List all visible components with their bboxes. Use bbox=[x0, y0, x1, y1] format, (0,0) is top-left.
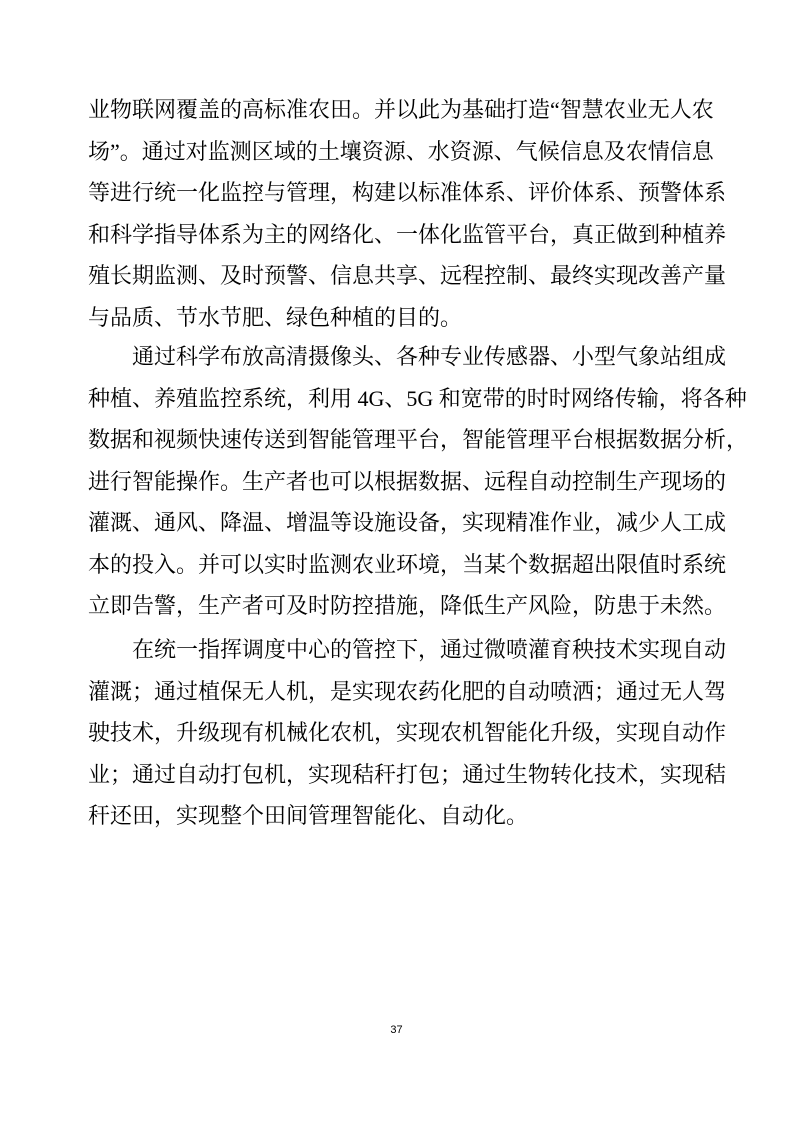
paragraph-3-line: 秆还田，实现整个田间管理智能化、自动化。 bbox=[88, 803, 529, 828]
paragraph-2-line: 进行智能操作。生产者也可以根据数据、远程自动控制生产现场的 bbox=[88, 468, 727, 494]
paragraph-3-line: 灌溉；通过植保无人机，是实现农药化肥的自动喷洒；通过无人驾 bbox=[88, 678, 727, 704]
paragraph-2-line: 立即告警，生产者可及时防控措施，降低生产风险，防患于未然。 bbox=[88, 593, 727, 618]
paragraph-2-line: 种植、养殖监控系统，利用 4G、5G 和宽带的时时网络传输，将各种 bbox=[88, 385, 747, 411]
paragraph-2-line: 通过科学布放高清摄像头、各种专业传感器、小型气象站组成 bbox=[132, 344, 727, 369]
paragraph-2-line: 灌溉、通风、降温、增温等设施设备，实现精准作业，减少人工成 bbox=[88, 510, 727, 535]
paragraph-3-line: 驶技术，升级现有机械化农机，实现农机智能化升级，实现自动作 bbox=[88, 720, 727, 745]
paragraph-1-line: 等进行统一化监控与管理，构建以标准体系、评价体系、预警体系 bbox=[88, 180, 727, 205]
paragraph-1-line: 业物联网覆盖的高标准农田。并以此为基础打造“智慧农业无人农 bbox=[88, 97, 714, 122]
paragraph-3-line: 在统一指挥调度中心的管控下，通过微喷灌育秧技术实现自动 bbox=[132, 637, 727, 662]
paragraph-3-line: 业；通过自动打包机，实现秸秆打包；通过生物转化技术，实现秸 bbox=[88, 761, 727, 787]
paragraph-2-line: 数据和视频快速传送到智能管理平台，智能管理平台根据数据分析， bbox=[88, 427, 749, 452]
paragraph-1-line: 与品质、节水节肥、绿色种植的目的。 bbox=[88, 304, 463, 330]
page-number: 37 bbox=[390, 1024, 403, 1036]
paragraph-2-line: 本的投入。并可以实时监测农业环境，当某个数据超出限值时系统 bbox=[88, 551, 727, 577]
paragraph-1-line: 和科学指导体系为主的网络化、一体化监管平台，真正做到种植养 bbox=[88, 221, 727, 247]
paragraph-1-line: 殖长期监测、及时预警、信息共享、远程控制、最终实现改善产量 bbox=[88, 263, 727, 288]
paragraph-1-line: 场”。通过对监测区域的土壤资源、水资源、气候信息及农情信息 bbox=[88, 138, 714, 164]
